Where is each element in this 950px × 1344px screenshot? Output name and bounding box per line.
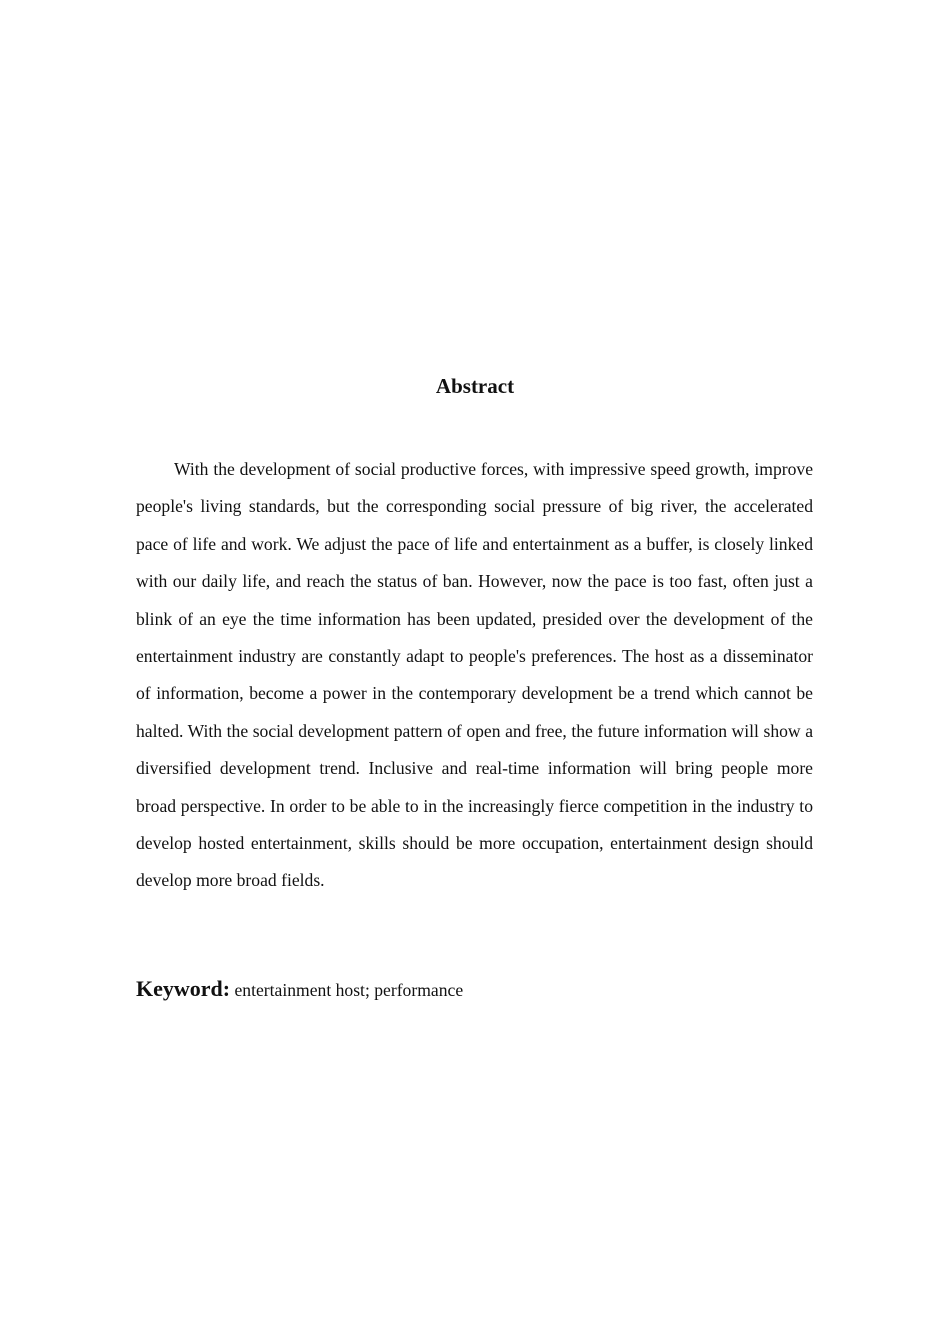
abstract-paragraph: With the development of social productive forces, with impressive speed growth, improve people's living standards, but the corresponding social pressure of big river, the accelerated pace of life and work. We adjust the pace of life and entertainment as a buffer, is closely linked with our daily life, and reach the status of ban. However, now the pace is too fast, often just a blink of an eye the time information has been updated, presided over the development of the entertainment industry are constantly adapt to people's preferences. The host as a disseminator of information, become a power in the contemporary development be a trend which cannot be halted. With the social development pattern of open and free, the future information will show a diversified development trend. Inclusive and real-time information will bring people more broad perspective. In order to be able to in the increasingly fierce competition in the industry to develop hosted entertainment, skills should be more occupation, entertainment design should develop more broad fields.: [136, 459, 813, 891]
page-title: Abstract: [435, 374, 515, 398]
keyword-values: entertainment host; performance: [234, 980, 464, 1000]
keyword-line: [136, 972, 813, 1007]
keyword-label: Keyword:: [136, 976, 231, 1001]
